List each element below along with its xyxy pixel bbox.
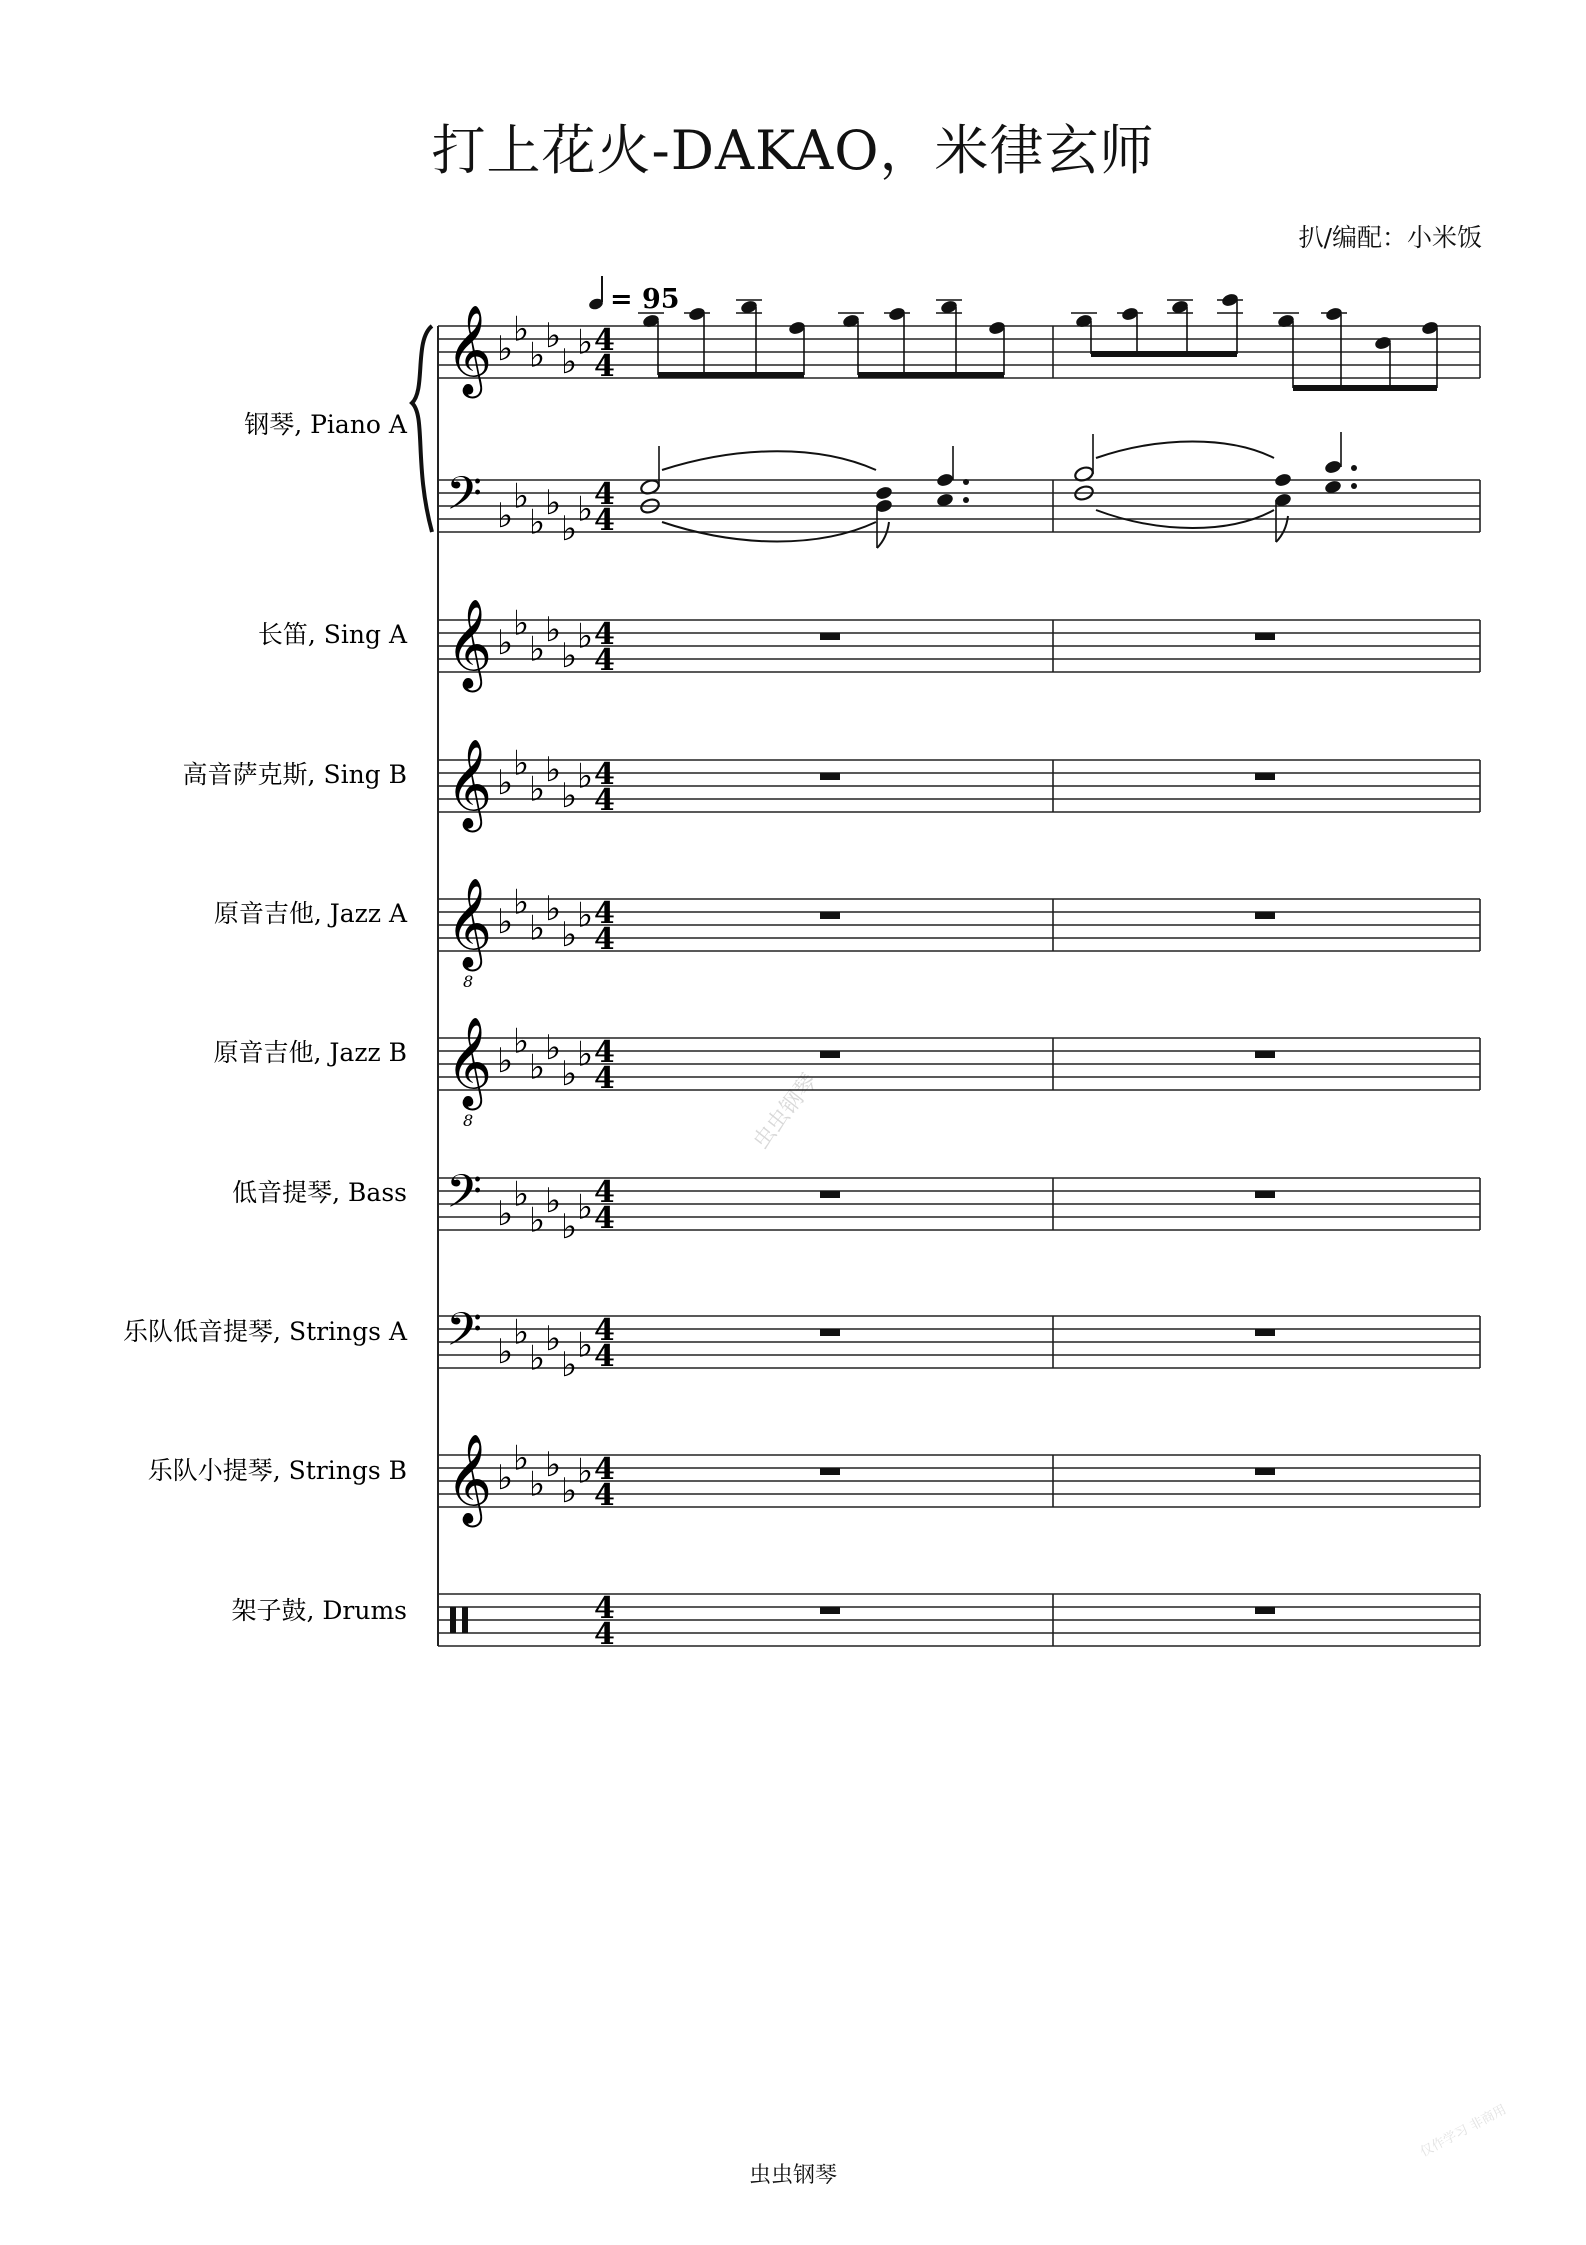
staff-label: 低音提琴, Bass: [232, 1178, 407, 1207]
flat-icon: ♭: [497, 1041, 514, 1081]
time-signature-top: 4: [594, 1452, 615, 1487]
flat-icon: ♭: [577, 1187, 594, 1228]
flat-icon: ♭: [513, 309, 530, 350]
flat-icon: ♭: [513, 1438, 530, 1479]
piano-brace-icon: [412, 326, 432, 532]
flat-icon: ♭: [577, 322, 594, 363]
flat-icon: ♭: [577, 756, 594, 797]
whole-rest-icon: [820, 1329, 840, 1336]
flat-icon: ♭: [513, 603, 530, 644]
flat-icon: ♭: [545, 1181, 562, 1221]
time-signature-bottom: 4: [594, 1478, 615, 1513]
chord-note-head: [875, 485, 894, 501]
staff-label: 乐队小提琴, Strings B: [147, 1456, 407, 1485]
flat-icon: ♭: [529, 1047, 546, 1088]
arranger-credit: 扒/编配：小米饭: [1298, 223, 1482, 252]
flat-icon: ♭: [497, 1458, 514, 1498]
flat-icon: ♭: [561, 342, 578, 382]
tie-icon: [662, 451, 876, 470]
flat-icon: ♭: [545, 750, 562, 790]
footer-text: 虫虫钢琴: [748, 2163, 837, 2188]
time-signature-top: 4: [594, 323, 615, 358]
beam: [658, 372, 804, 378]
flat-icon: ♭: [577, 895, 594, 936]
staff-label: 乐队低音提琴, Strings A: [123, 1317, 407, 1346]
flag-icon: [877, 522, 889, 548]
staff-layer: [412, 305, 1480, 1652]
whole-rest-icon: [820, 1607, 840, 1614]
whole-rest-icon: [1255, 633, 1275, 640]
flat-icon: ♭: [529, 335, 546, 376]
flat-icon: ♭: [545, 1445, 562, 1485]
flat-icon: ♭: [529, 908, 546, 949]
treble-clef-icon: 𝄞: [446, 1017, 493, 1107]
time-signature-top: 4: [594, 896, 615, 931]
flat-icon: ♭: [529, 1200, 546, 1241]
time-signature-top: 4: [594, 1313, 615, 1348]
flat-icon: ♭: [545, 1319, 562, 1359]
whole-rest-icon: [1255, 912, 1275, 919]
flat-icon: ♭: [497, 902, 514, 942]
flat-icon: ♭: [529, 769, 546, 810]
whole-rest-icon: [1255, 1051, 1275, 1058]
time-signature-bottom: 4: [594, 349, 615, 384]
staff-label: 钢琴, Piano A: [244, 410, 407, 439]
time-signature-bottom: 4: [594, 922, 615, 957]
octave-8-icon: 8: [463, 972, 474, 991]
flat-icon: ♭: [513, 1312, 530, 1353]
flat-icon: ♭: [513, 1174, 530, 1215]
flat-icon: ♭: [529, 1464, 546, 1505]
time-signature-top: 4: [594, 1035, 615, 1070]
treble-clef-icon: 𝄞: [446, 599, 493, 689]
flat-icon: ♭: [513, 743, 530, 784]
flat-icon: ♭: [561, 509, 578, 549]
watermark: 虫虫钢琴: [748, 1069, 823, 1155]
time-signature-top: 4: [594, 477, 615, 512]
flat-icon: ♭: [561, 915, 578, 955]
flat-icon: ♭: [529, 629, 546, 670]
time-signature-bottom: 4: [594, 643, 615, 678]
staff-label: 原音吉他, Jazz A: [213, 899, 407, 928]
bass-clef-icon: 𝄢: [446, 1165, 483, 1230]
bass-clef-icon: 𝄢: [446, 467, 483, 532]
flat-icon: ♭: [561, 1207, 578, 1247]
flat-icon: ♭: [497, 1332, 514, 1372]
whole-rest-icon: [1255, 773, 1275, 780]
flat-icon: ♭: [545, 316, 562, 356]
flat-icon: ♭: [497, 1194, 514, 1234]
staff-label: 长笛, Sing A: [257, 620, 407, 649]
whole-rest-icon: [820, 912, 840, 919]
whole-rest-icon: [820, 633, 840, 640]
beam: [1293, 385, 1437, 391]
time-signature-top: 4: [594, 757, 615, 792]
whole-rest-icon: [820, 773, 840, 780]
time-signature-top: 4: [594, 617, 615, 652]
flat-icon: ♭: [545, 1028, 562, 1068]
flat-icon: ♭: [577, 1451, 594, 1492]
chord-note-head: [1274, 472, 1293, 488]
flat-icon: ♭: [497, 623, 514, 663]
flat-icon: ♭: [497, 329, 514, 369]
flat-icon: ♭: [561, 776, 578, 816]
time-signature-bottom: 4: [594, 503, 615, 538]
time-signature-bottom: 4: [594, 1201, 615, 1236]
flat-icon: ♭: [561, 1054, 578, 1094]
treble-clef-icon: 𝄞: [446, 739, 493, 829]
flat-icon: ♭: [545, 483, 562, 523]
time-signature-top: 4: [594, 1591, 615, 1626]
time-signature-bottom: 4: [594, 1339, 615, 1374]
dot-icon: [1351, 465, 1357, 471]
whole-rest-icon: [820, 1051, 840, 1058]
flat-icon: ♭: [561, 1471, 578, 1511]
dot-icon: [963, 497, 969, 503]
treble-clef-icon: 𝄞: [446, 1434, 493, 1524]
dot-icon: [963, 479, 969, 485]
flat-icon: ♭: [561, 1345, 578, 1385]
flat-icon: ♭: [577, 489, 594, 530]
percussion-clef-icon: [462, 1607, 468, 1633]
beam: [1091, 351, 1237, 357]
score-title: 打上花火-DAKAO，米律玄师: [431, 119, 1155, 182]
staff-labels: [123, 410, 408, 1625]
whole-rest-icon: [1255, 1191, 1275, 1198]
chord-note-head: [1324, 459, 1343, 475]
whole-rest-icon: [820, 1191, 840, 1198]
time-signature-top: 4: [594, 1175, 615, 1210]
flat-icon: ♭: [561, 636, 578, 676]
flat-icon: ♭: [513, 476, 530, 517]
octave-8-icon: 8: [463, 1111, 474, 1130]
staff-label: 原音吉他, Jazz B: [213, 1038, 407, 1067]
flat-icon: ♭: [545, 610, 562, 650]
treble-clef-icon: 𝄞: [446, 878, 493, 968]
flat-icon: ♭: [529, 502, 546, 543]
flat-icon: ♭: [513, 882, 530, 923]
time-signature-bottom: 4: [594, 783, 615, 818]
flat-icon: ♭: [497, 496, 514, 536]
flat-icon: ♭: [497, 763, 514, 803]
flat-icon: ♭: [577, 616, 594, 657]
whole-rest-icon: [1255, 1329, 1275, 1336]
time-signature-bottom: 4: [594, 1061, 615, 1096]
flat-icon: ♭: [577, 1325, 594, 1366]
flag-icon: [1276, 516, 1288, 542]
flat-icon: ♭: [577, 1034, 594, 1075]
tie-icon: [1096, 442, 1274, 459]
beam: [858, 372, 1004, 378]
tempo-marking: = 95: [610, 284, 680, 315]
whole-rest-icon: [1255, 1468, 1275, 1475]
piano-notes: [588, 276, 1440, 548]
time-signature-bottom: 4: [594, 1617, 615, 1652]
staff-label: 高音萨克斯, Sing B: [182, 760, 407, 789]
flat-icon: ♭: [545, 889, 562, 929]
treble-clef-icon: 𝄞: [446, 305, 493, 395]
whole-rest-icon: [820, 1468, 840, 1475]
chord-note-head: [936, 472, 955, 488]
flat-icon: ♭: [513, 1021, 530, 1062]
flat-icon: ♭: [529, 1338, 546, 1379]
dot-icon: [1351, 483, 1357, 489]
bass-clef-icon: 𝄢: [446, 1303, 483, 1368]
corner-watermark: 仅作学习 非商用: [1417, 2102, 1510, 2161]
percussion-clef-icon: [450, 1607, 456, 1633]
staff-label: 架子鼓, Drums: [231, 1596, 407, 1625]
whole-rest-icon: [1255, 1607, 1275, 1614]
